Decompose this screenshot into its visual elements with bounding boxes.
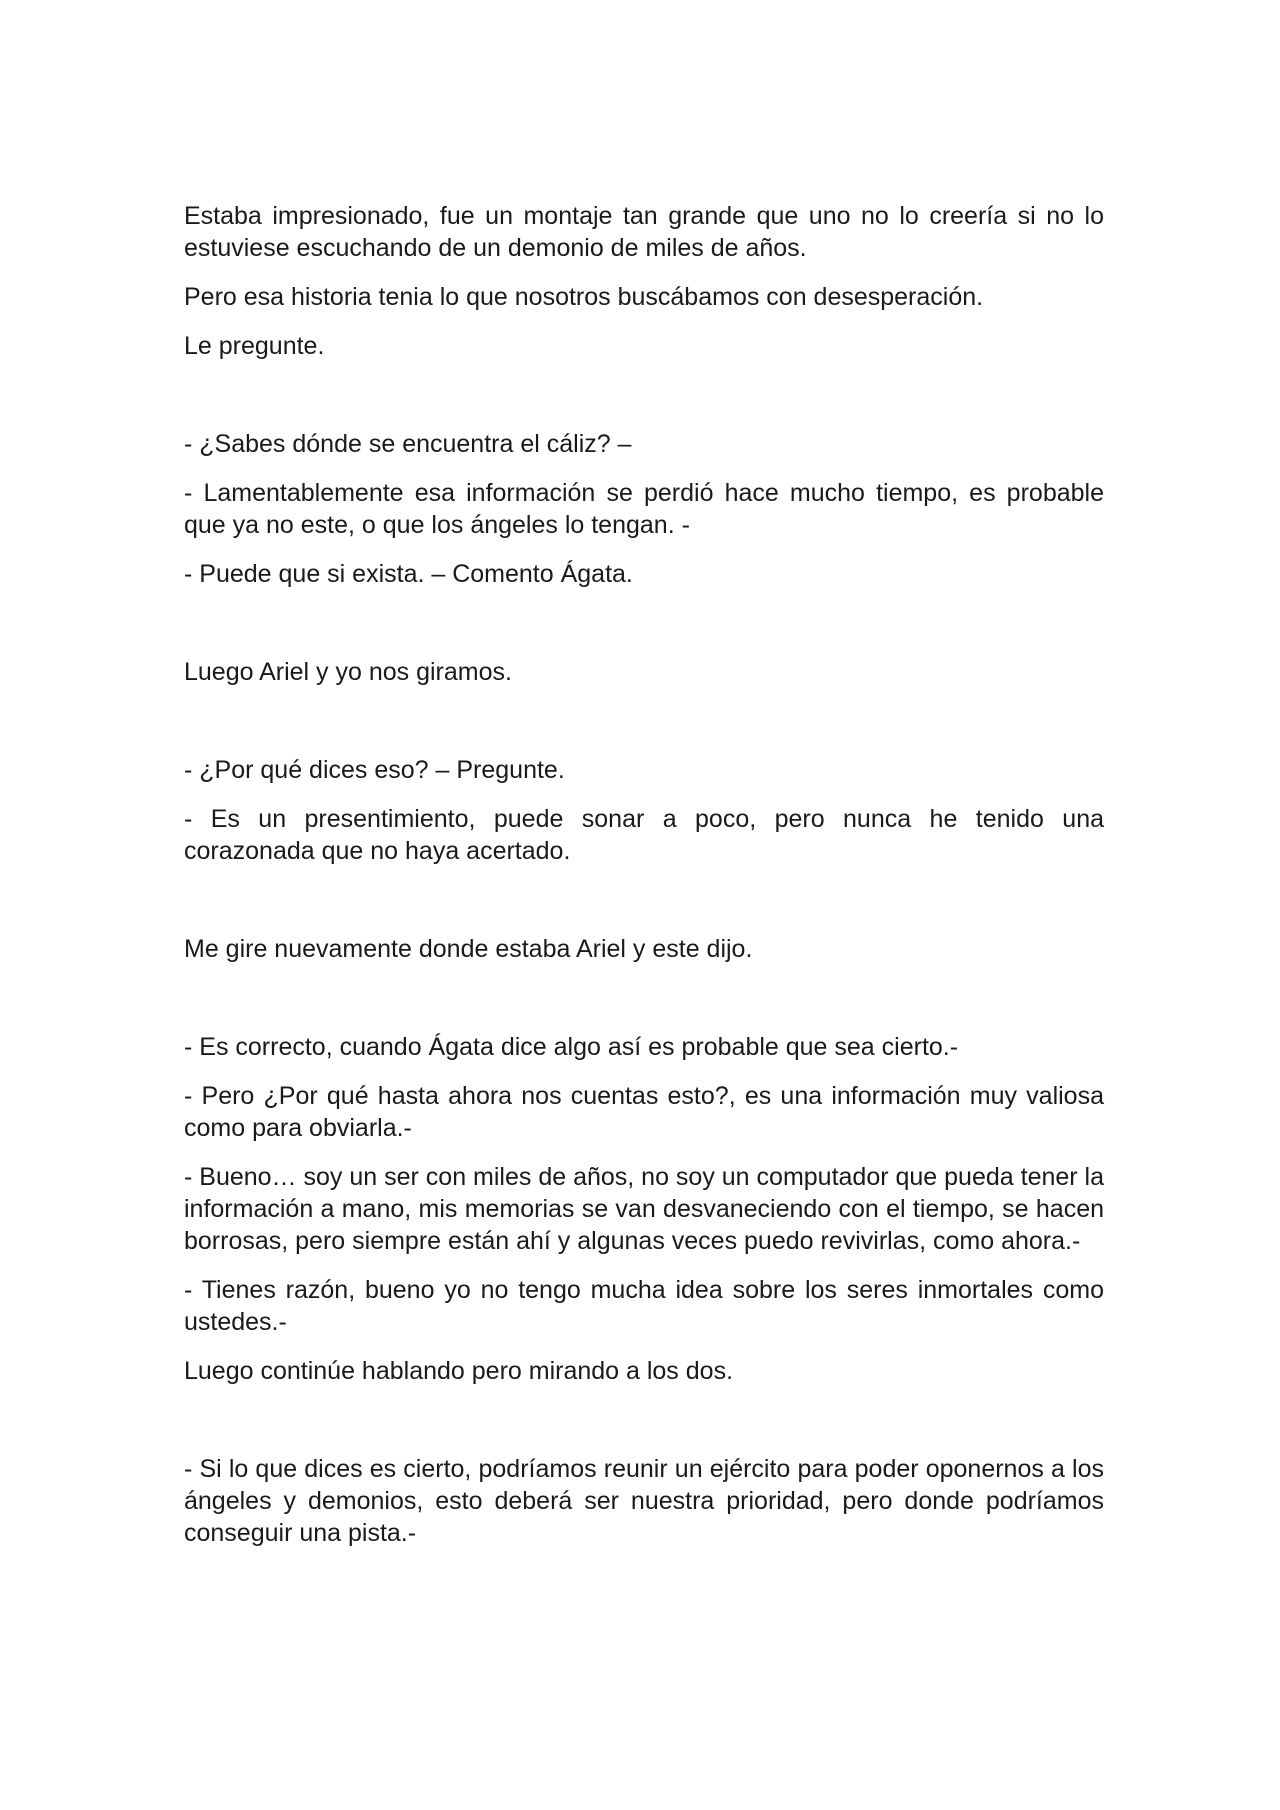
paragraph-15: Luego continúe hablando pero mirando a los dos. (184, 1357, 734, 1385)
paragraph-gap (184, 1404, 1104, 1453)
paragraph-gap (184, 607, 1104, 656)
paragraph-11: - Es correcto, cuando Ágata dice algo así es probable que sea cierto.- (184, 1033, 959, 1061)
paragraph-13: - Bueno… soy un ser con miles de años, no soy un computador que pueda tener la información a mano, mis memorias se van desvaneciendo con el tiempo, se hacen borrosas, pero siempre están ahí y algunas veces puedo revivirlas, como ahora.- (184, 1163, 1105, 1255)
paragraph-12: - Pero ¿Por qué hasta ahora nos cuentas esto?, es una información muy valiosa como para obviarla.- (184, 1082, 1104, 1142)
paragraph-14: - Tienes razón, bueno yo no tengo mucha idea sobre los seres inmortales como ustedes.- (184, 1276, 1104, 1336)
paragraph-8: - ¿Por qué dices eso? – Pregunte. (184, 756, 565, 784)
paragraph-7: Luego Ariel y yo nos giramos. (184, 658, 512, 686)
paragraph-2: Pero esa historia tenia lo que nosotros buscábamos con desesperación. (184, 283, 984, 311)
paragraph-1: Estaba impresionado, fue un montaje tan grande que uno no lo creería si no lo estuviese escuchando de un demonio de miles de años. (184, 202, 1104, 262)
paragraph-16: - Si lo que dices es cierto, podríamos reunir un ejército para poder oponernos a los ángeles y demonios, esto deberá ser nuestra prioridad, pero donde podríamos conseguir una pista.- (184, 1455, 1104, 1547)
paragraph-3: Le pregunte. (184, 332, 325, 360)
paragraph-9: - Es un presentimiento, puede sonar a poco, pero nunca he tenido una corazonada que no haya acertado. (184, 805, 1104, 865)
paragraph-6: - Puede que si exista. – Comento Ágata. (184, 560, 633, 588)
paragraph-4: - ¿Sabes dónde se encuentra el cáliz? – (184, 430, 632, 458)
paragraph-gap (184, 705, 1104, 754)
document-body (184, 200, 1104, 1566)
paragraph-gap (184, 379, 1104, 428)
paragraph-10: Me gire nuevamente donde estaba Ariel y este dijo. (184, 935, 753, 963)
paragraph-5: - Lamentablemente esa información se perdió hace mucho tiempo, es probable que ya no este, o que los ángeles lo tengan. - (184, 479, 1104, 539)
paragraph-gap (184, 982, 1104, 1031)
paragraph-gap (184, 884, 1104, 933)
